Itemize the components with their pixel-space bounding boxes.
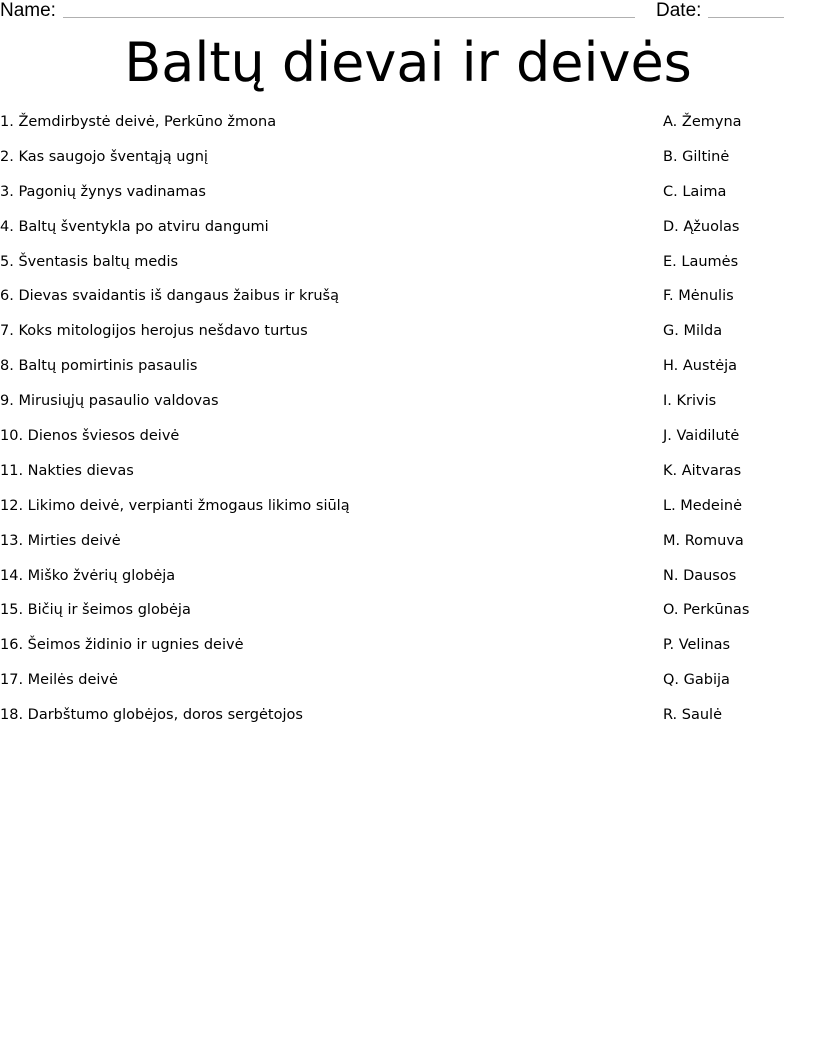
answer-item: L. Medeinė: [663, 497, 742, 514]
worksheet-header: [0, 0, 816, 24]
question-item: 5. Šventasis baltų medis: [0, 253, 179, 270]
answer-item: F. Mėnulis: [663, 288, 734, 305]
answer-item: G. Milda: [663, 323, 723, 340]
name-label: Name:: [0, 0, 56, 21]
question-item: 3. Pagonių žynys vadinamas: [0, 183, 206, 200]
question-item: 7. Koks mitologijos herojus nešdavo turtus: [0, 323, 308, 340]
answer-item: D. Ąžuolas: [663, 218, 740, 235]
answer-list: [663, 112, 813, 740]
question-item: 14. Miško žvėrių globėja: [0, 567, 176, 584]
answer-item: C. Laima: [663, 183, 727, 200]
answer-item: B. Giltinė: [663, 148, 730, 165]
answer-item: J. Vaidilutė: [663, 428, 740, 445]
question-item: 2. Kas saugojo šventąją ugnį: [0, 148, 208, 165]
answer-item: I. Krivis: [663, 393, 717, 410]
answer-item: K. Aitvaras: [663, 462, 742, 479]
question-item: 6. Dievas svaidantis iš dangaus žaibus ir krušą: [0, 288, 339, 305]
name-blank-line: [63, 17, 635, 18]
answer-item: P. Velinas: [663, 637, 731, 654]
answer-item: R. Saulė: [663, 707, 723, 724]
question-item: 8. Baltų pomirtinis pasaulis: [0, 358, 198, 375]
answer-item: H. Austėja: [663, 358, 738, 375]
question-item: 12. Likimo deivė, verpianti žmogaus likimo siūlą: [0, 497, 350, 514]
date-label: Date:: [656, 0, 702, 21]
answer-item: N. Dausos: [663, 567, 737, 584]
question-item: 10. Dienos šviesos deivė: [0, 428, 180, 445]
question-list: [0, 112, 640, 740]
question-item: 9. Mirusiųjų pasaulio valdovas: [0, 393, 219, 410]
page-title: Baltų dievai ir deivės: [124, 31, 692, 94]
question-item: 4. Baltų šventykla po atviru dangumi: [0, 218, 269, 235]
question-item: 17. Meilės deivė: [0, 672, 118, 689]
question-item: 11. Nakties dievas: [0, 462, 134, 479]
question-item: 16. Šeimos židinio ir ugnies deivė: [0, 637, 244, 654]
answer-item: Q. Gabija: [663, 672, 730, 689]
answer-item: E. Laumės: [663, 253, 739, 270]
date-blank-line: [708, 17, 784, 18]
answer-item: O. Perkūnas: [663, 602, 750, 619]
question-item: 13. Mirties deivė: [0, 532, 121, 549]
answer-item: A. Žemyna: [663, 114, 742, 130]
answer-item: M. Romuva: [663, 532, 744, 549]
question-item: 18. Darbštumo globėjos, doros sergėtojos: [0, 707, 303, 724]
question-item: 1. Žemdirbystė deivė, Perkūno žmona: [0, 114, 277, 130]
question-item: 15. Bičių ir šeimos globėja: [0, 602, 191, 619]
